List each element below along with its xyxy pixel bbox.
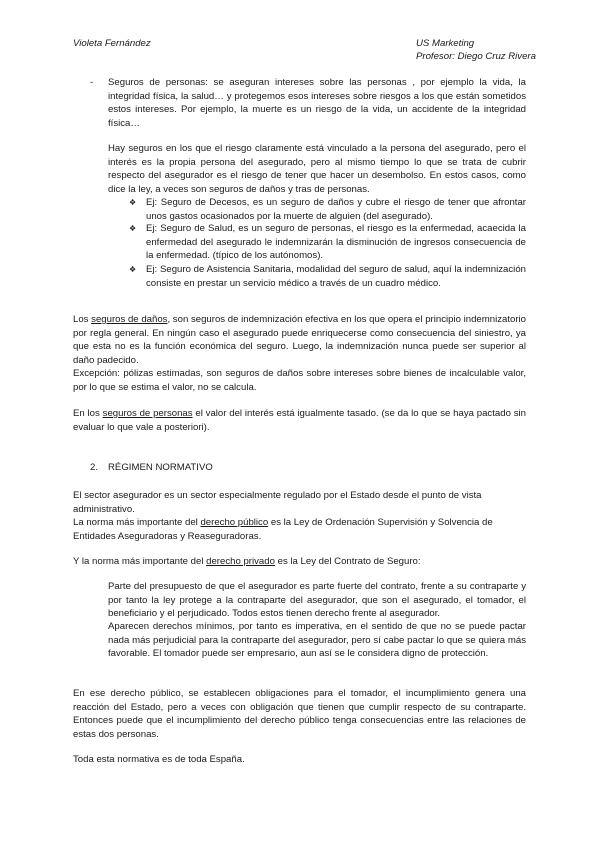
diamond-bullet-icon: ❖ [129,265,137,274]
privado-post: es la Ley del Contrato de Seguro: [274,556,421,567]
section-number: 2. [90,462,99,473]
publico-pre: La norma más importante del [73,517,201,528]
personas-paragraph [73,407,526,434]
publico-post: es la Ley de Ordenación Supervisión y Solvencia de Entidades Aseguradoras y Reaseguradoras. [73,517,493,542]
mixed-insurance-paragraph: Hay seguros en los que el riesgo claramente está vinculado a la persona del asegurado, pero el interés es la propia persona del asegurado, pero al mismo tiempo lo que se trata de cubrir respecto del asegurador es el riesgo de tener que hacer un desembolso. En estos casos, como dice la ley, a veces son seguros de daños y tras de personas. [108,143,526,195]
seguros-personas-paragraph [108,76,526,130]
personas-post: el valor del interés está igualmente tasado. (se da lo que se haya pactado sin evaluar lo que vale a posteriori). [73,408,526,433]
seguros-personas-text: : se aseguran intereses sobre las personas , por ejemplo la vida, la integridad física, la salud… y protegemos esos intereses sobre riesgos a los que están sometidos estos intereses. Por ejemplo, la muerte es un riesgo de la vida, un accidente de la integridad física… [108,77,527,129]
seguros-personas-term: seguros de personas [102,408,193,419]
header-course-block [416,37,536,63]
header-author: Violeta Fernández [73,38,151,49]
final-line: Toda esta normativa es de toda España. [73,754,245,765]
danos-pre: Los [73,314,92,325]
section-title: RÉGIMEN NORMATIVO [108,462,213,473]
sector-paragraph: El sector asegurador es un sector especialmente regulado por el Estado desde el punto de vista administrativo. [73,490,482,515]
header-professor: Profesor: Diego Cruz Rivera [416,51,536,62]
danos-post: , son seguros de indemnización efectiva en los que opera el principio indemnizatorio por regla general. En ningún caso el asegurado puede enriquecerse como consecuencia del siniestro, ya que esta no es la función económica del seguro. Luego, la indemnización nunca puede ser superior al daño padecido. [73,314,526,366]
indented-paragraph-presupuesto: Parte del presupuesto de que el asegurador es parte fuerte del contrato, frente a su contraparte y por tanto la ley protege a la contraparte del asegurador, que son el asegurado, el tomador, el beneficiario y el perjudicado. Todos estos tienen derecho frente al asegurador. [108,581,526,620]
danos-paragraph [73,313,526,367]
example-item-salud: Ej: Seguro de Salud, es un seguro de personas, el riesgo es la enfermedad, acaecida la enfermedad del asegurado le indemnizarán la disminución de ingresos consecuencia de la enfermedad. (típico de los autónomos). [146,223,526,262]
derecho-privado-paragraph [73,555,526,569]
diamond-bullet-icon: ❖ [129,224,137,233]
seguros-danos-term: seguros de daños [91,314,168,325]
list-dash: - [90,77,94,88]
example-item-asistencia: Ej: Seguro de Asistencia Sanitaria, modalidad del seguro de salud, aquí la indemnización consiste en prestar un servicio médico a través de un cuadro médico. [146,264,526,289]
seguros-personas-label: Seguros de personas [108,77,206,88]
derecho-publico-paragraph [73,516,526,543]
obligaciones-paragraph: En ese derecho público, se establecen obligaciones para el tomador, el incumplimiento genera una reacción del Estado, pero a veces con obligación que tienen que cumplir respecto de su contraparte. Entonces puede que el incumplimiento del derecho público tenga consecuencias entre las relaciones de estas dos personas. [73,688,526,740]
excepcion-paragraph: Excepción: pólizas estimadas, son seguros de daños sobre intereses sobre bienes de incalculable valor, por lo que se estima el valor, no se calcula. [73,368,526,393]
diamond-bullet-icon: ❖ [129,198,137,207]
indented-paragraph-derechos-minimos: Aparecen derechos mínimos, por tanto es imperativa, en el sentido de que no se puede pactar nada más perjudicial para la contraparte del asegurador, pero sí cabe pactar lo que se quiera más favorable. El tomador puede ser empresario, aun así se le considera digno de protección. [108,621,526,660]
derecho-privado-term: derecho privado [206,556,275,567]
privado-pre: Y la norma más importante del [73,556,207,567]
example-item-decesos: Ej: Seguro de Decesos, es un seguro de daños y cubre el riesgo de tener que afrontar unos gastos ocasionados por la muerte de alguien (del asegurado). [146,197,526,222]
section-heading [90,461,213,474]
personas-pre: En los [73,408,103,419]
header-course: US Marketing [416,38,475,49]
derecho-publico-term: derecho público [200,517,269,528]
